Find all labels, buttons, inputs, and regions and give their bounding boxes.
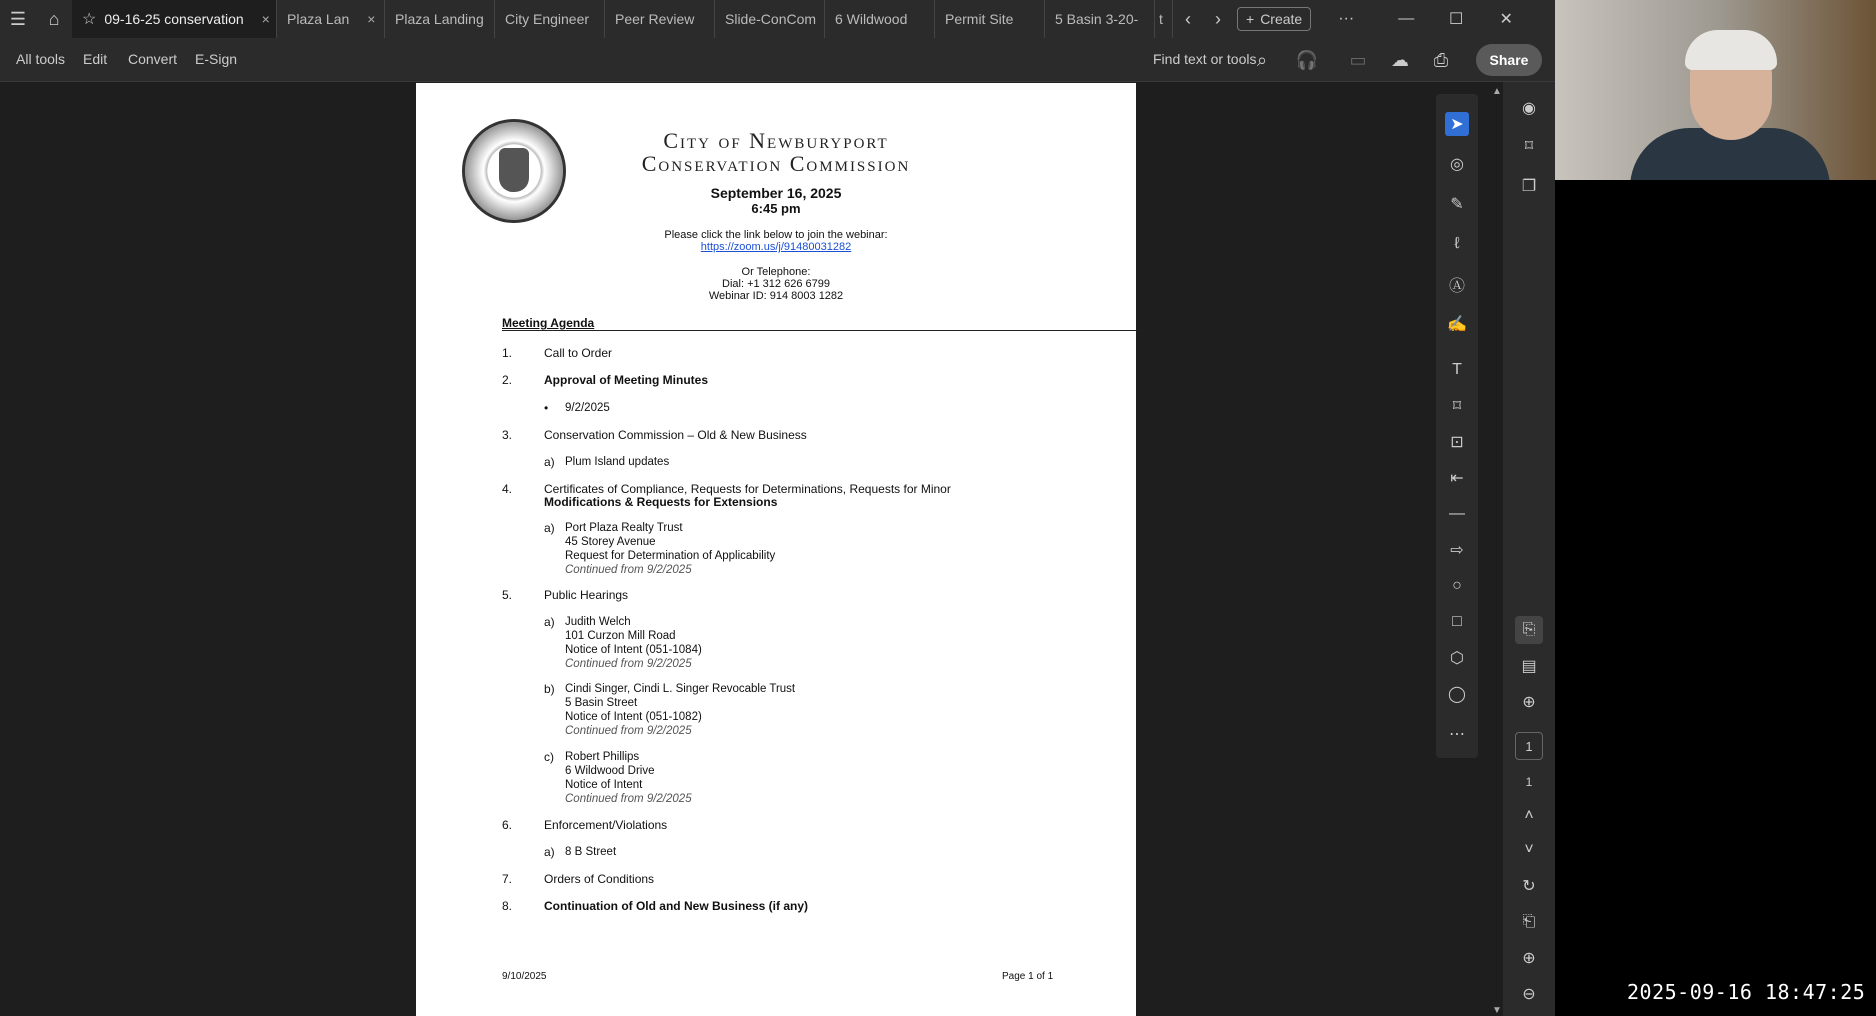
tab-permit-site[interactable]: [935, 0, 1045, 38]
continued-note: Continued from 9/2/2025: [565, 793, 692, 805]
more-tools-icon[interactable]: ⋯: [1449, 726, 1465, 743]
tab-label: Plaza Lan: [287, 11, 350, 27]
meeting-time: 6:45 pm: [751, 201, 801, 216]
applicant-name: Robert Phillips: [565, 751, 640, 763]
agenda-rule: [502, 330, 1140, 331]
continued-note: Continued from 9/2/2025: [565, 725, 692, 737]
next-page-icon[interactable]: ˅: [1524, 841, 1534, 858]
comment-icon[interactable]: ◎: [1450, 156, 1464, 173]
webinar-id: Webinar ID: 914 8003 1282: [708, 290, 844, 302]
circle-icon[interactable]: ○: [1452, 577, 1462, 594]
fit-page-icon[interactable]: ⎗: [1522, 913, 1536, 930]
tab-peer-review[interactable]: [605, 0, 715, 38]
more-options-icon[interactable]: ···: [1338, 10, 1355, 27]
applicant-name: Port Plaza Realty Trust: [565, 522, 683, 534]
footer-page: Page 1 of 1: [1002, 971, 1054, 982]
agenda-item-1: Call to Order: [544, 346, 613, 360]
webcam-video: [1555, 0, 1876, 180]
continued-note: Continued from 9/2/2025: [565, 564, 692, 576]
ai-assistant-icon[interactable]: ◉: [1522, 100, 1536, 117]
bookmark-icon[interactable]: ⌑: [1452, 398, 1462, 415]
page-total: 1: [1525, 775, 1533, 789]
tab-label: Permit Site: [945, 11, 1014, 27]
stamp-icon[interactable]: ⊡: [1450, 434, 1464, 451]
footer-date: 9/10/2025: [502, 971, 547, 982]
tab-6-wildwood[interactable]: [825, 0, 935, 38]
tab-plaza-lan[interactable]: [277, 0, 385, 38]
lasso-icon[interactable]: ℓ: [1454, 235, 1460, 252]
address: 5 Basin Street: [565, 697, 638, 709]
item-number: 7.: [502, 872, 513, 886]
item-number: 8.: [502, 899, 513, 913]
person-hair: [1685, 30, 1777, 70]
address: 6 Wildwood Drive: [565, 765, 655, 777]
sub-4a-block: [565, 521, 775, 577]
filing-type: Notice of Intent (051-1082): [565, 711, 702, 723]
minimize-icon[interactable]: —: [1398, 10, 1415, 27]
webinar-prompt: Please click the link below to join the webinar:: [664, 229, 888, 241]
sub-label: b): [544, 682, 555, 696]
sign-icon[interactable]: ✍: [1447, 316, 1467, 333]
tab-bar: [0, 0, 1555, 38]
add-text-icon[interactable]: T: [1452, 361, 1462, 378]
bookmarks-panel-icon[interactable]: ⌑: [1524, 138, 1534, 155]
home-icon[interactable]: ⌂: [48, 8, 60, 29]
item-number: 3.: [502, 428, 513, 442]
close-tab-icon[interactable]: ×: [261, 11, 270, 27]
cloud-upload-icon[interactable]: ☁: [1391, 49, 1409, 70]
filing-type: Notice of Intent (051-1084): [565, 644, 702, 656]
sub-label: c): [544, 750, 554, 764]
tab-overflow[interactable]: [1155, 0, 1173, 38]
minutes-date: 9/2/2025: [565, 402, 610, 414]
meeting-date: September 16, 2025: [710, 185, 842, 201]
page-thumbnails-icon[interactable]: ⎘: [1515, 616, 1543, 644]
continued-note: Continued from 9/2/2025: [565, 658, 692, 670]
select-cursor-icon[interactable]: ➤: [1445, 112, 1469, 136]
agenda-item-6: Enforcement/Violations: [544, 818, 668, 832]
tab-label: t: [1159, 11, 1163, 27]
item-number: 5.: [502, 588, 513, 602]
all-tools-button[interactable]: All tools: [16, 51, 66, 67]
esign-button[interactable]: E-Sign: [195, 51, 238, 67]
edit-button[interactable]: Edit: [83, 51, 108, 67]
webinar-link[interactable]: https://zoom.us/j/91480031282: [700, 241, 852, 253]
item-number: 6.: [502, 818, 513, 832]
dial-number: Dial: +1 312 626 6799: [722, 278, 830, 290]
zoom-area-icon[interactable]: ⊕: [1522, 694, 1536, 711]
agenda-item-4: Certificates of Compliance, Requests for Determinations, Requests for Minor: [544, 482, 951, 496]
vertical-scrollbar[interactable]: [1490, 86, 1502, 1016]
line-icon[interactable]: —: [1449, 505, 1465, 522]
save-icon[interactable]: ▭: [1349, 49, 1367, 70]
rectangle-icon[interactable]: □: [1452, 613, 1462, 630]
share-label: Share: [1489, 52, 1529, 68]
agenda-item-7: Orders of Conditions: [544, 872, 655, 886]
insert-icon[interactable]: ⇤: [1450, 470, 1464, 487]
sub-label: a): [544, 521, 555, 535]
rotate-icon[interactable]: ↻: [1522, 878, 1536, 895]
item-number: 2.: [502, 373, 513, 387]
item-number: 4.: [502, 482, 513, 496]
plus-icon: +: [1246, 11, 1255, 27]
arrow-icon[interactable]: ⇨: [1450, 542, 1464, 559]
print-icon[interactable]: ⎙: [1433, 49, 1449, 70]
document-properties-icon[interactable]: ▤: [1521, 658, 1537, 675]
zoom-out-icon[interactable]: ⊖: [1522, 986, 1536, 1003]
sub-5c-block: [565, 750, 692, 806]
agenda-heading: Meeting Agenda: [502, 316, 595, 330]
agenda-item-5: Public Hearings: [544, 588, 629, 602]
agenda-item-8: Continuation of Old and New Business (if any): [544, 899, 809, 913]
tab-slide-concom[interactable]: [715, 0, 825, 38]
close-window-icon[interactable]: ✕: [1499, 11, 1513, 28]
sub-5a-block: [565, 615, 702, 671]
maximize-icon[interactable]: ☐: [1449, 11, 1464, 28]
address: 45 Storey Avenue: [565, 536, 656, 548]
filing-type: Request for Determination of Applicability: [565, 550, 776, 562]
tab-label: City Engineer: [505, 11, 590, 27]
sub-5b-block: [565, 682, 795, 738]
tab-label: Plaza Landing: [395, 11, 484, 27]
scroll-up-icon[interactable]: ▲: [1492, 86, 1502, 97]
doc-header-line2: Conservation Commission: [641, 151, 911, 176]
top-toolbar: [0, 38, 1555, 82]
applicant-name: Judith Welch: [565, 616, 631, 628]
polygon-icon[interactable]: ⬡: [1450, 650, 1464, 667]
star-icon[interactable]: ☆: [82, 11, 97, 28]
text-recognition-icon[interactable]: Ⓐ: [1448, 277, 1465, 295]
agenda-item-2: Approval of Meeting Minutes: [544, 373, 709, 387]
or-telephone: Or Telephone:: [741, 266, 811, 278]
zoom-in-icon[interactable]: ⊕: [1522, 950, 1536, 967]
applicant-name: Cindi Singer, Cindi L. Singer Revocable Trust: [565, 683, 796, 695]
filing-type: Notice of Intent: [565, 779, 643, 791]
tab-5-basin[interactable]: [1045, 0, 1155, 38]
tab-scroll-left-icon[interactable]: ‹: [1185, 8, 1191, 29]
sub-6a-text: 8 B Street: [565, 846, 617, 858]
document-viewport[interactable]: [0, 82, 1436, 1016]
tab-label: 5 Basin 3-20-: [1055, 11, 1139, 27]
create-label: Create: [1260, 11, 1303, 27]
scroll-down-icon[interactable]: ▼: [1492, 1005, 1502, 1016]
read-aloud-icon[interactable]: 🎧: [1295, 49, 1319, 70]
doc-header-line1: City of Newburyport: [663, 128, 889, 153]
search-icon[interactable]: ⌕: [1256, 49, 1268, 70]
quick-tools-panel: [1436, 94, 1478, 758]
sub-label: a): [544, 455, 555, 469]
sub-label: a): [544, 615, 555, 629]
tab-scroll-right-icon[interactable]: ›: [1215, 8, 1221, 29]
share-button[interactable]: [1476, 44, 1542, 76]
create-button[interactable]: [1237, 7, 1311, 31]
video-timestamp: 2025-09-16 18:47:25: [1627, 980, 1866, 1004]
tab-label: Slide-ConCom: [725, 11, 817, 27]
page-number-input[interactable]: 1: [1515, 732, 1543, 760]
item-number: 1.: [502, 346, 513, 360]
find-tools-label[interactable]: Find text or tools: [1153, 51, 1257, 67]
right-rail: [1503, 82, 1555, 1016]
highlight-pen-icon[interactable]: ✎: [1450, 196, 1464, 213]
pages-panel-icon[interactable]: ❐: [1521, 178, 1537, 195]
tab-09-16-25-conservation[interactable]: [72, 0, 277, 38]
address: 101 Curzon Mill Road: [565, 630, 676, 642]
tab-label: Peer Review: [615, 11, 695, 27]
cloud-shape-icon[interactable]: ◯: [1448, 686, 1466, 703]
tab-plaza-landing[interactable]: [385, 0, 495, 38]
tab-label: 6 Wildwood: [835, 11, 908, 27]
sub-3a-text: Plum Island updates: [565, 456, 670, 468]
tab-city-engineer[interactable]: [495, 0, 605, 38]
agenda-item-4-line2: Modifications & Requests for Extensions: [544, 495, 778, 509]
close-tab-icon[interactable]: ×: [367, 11, 376, 27]
pdf-page: [416, 83, 1136, 1016]
bullet-dot: •: [544, 401, 549, 415]
tab-label: 09-16-25 conservation: [104, 11, 244, 27]
convert-button[interactable]: Convert: [128, 51, 178, 67]
menu-icon[interactable]: ☰: [9, 8, 27, 29]
sub-label: a): [544, 845, 555, 859]
agenda-item-3: Conservation Commission – Old & New Business: [544, 428, 807, 442]
previous-page-icon[interactable]: ˄: [1524, 807, 1534, 824]
